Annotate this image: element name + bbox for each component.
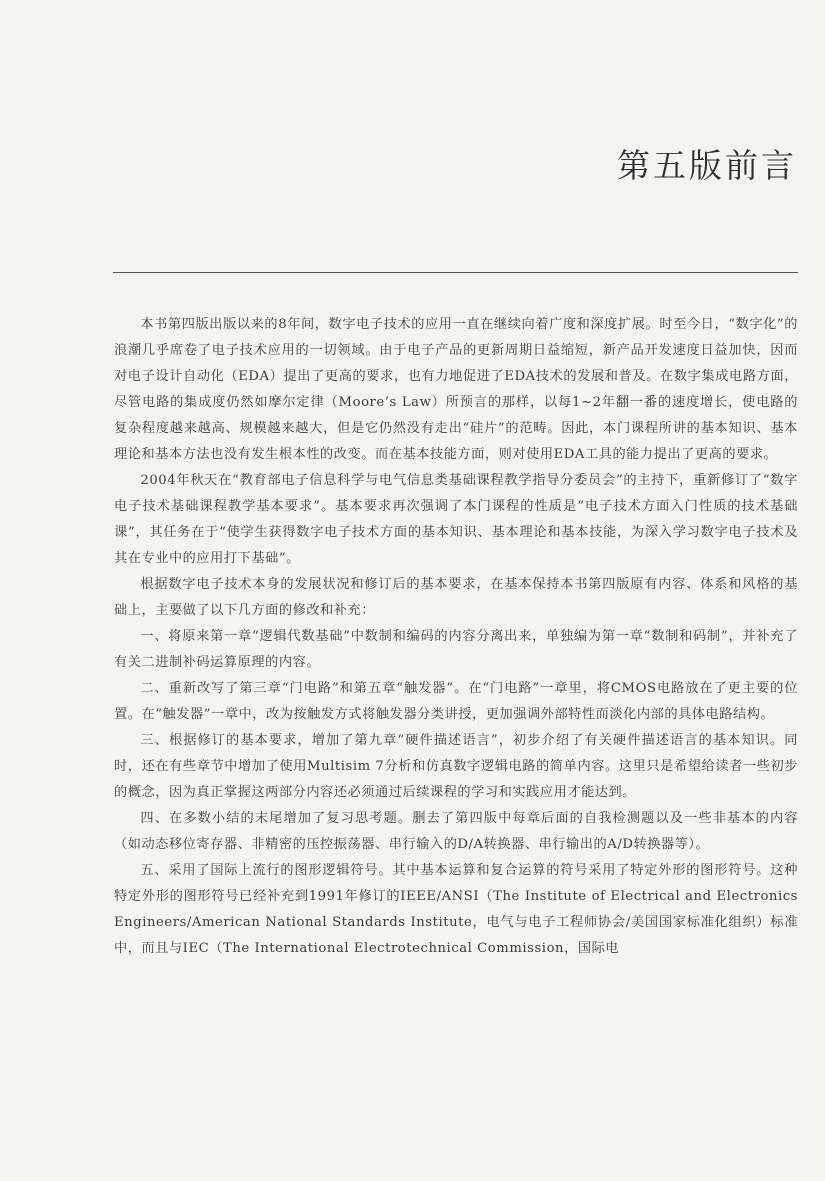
paragraph-4: 一、将原来第一章“逻辑代数基础”中数制和编码的内容分离出来，单独编为第一章“数制和码制”，并补充了有关二进制补码运算原理的内容。 xyxy=(114,629,798,670)
title-divider xyxy=(113,272,798,273)
page-title: 第五版前言 xyxy=(617,146,797,185)
paragraph-5: 二、重新改写了第三章“门电路”和第五章“触发器”。在“门电路”一章里，将CMOS电路放在了更主要的位置。在“触发器”一章中，改为按触发方式将触发器分类讲授，更加强调外部特性而淡化内部的具体电路结构。 xyxy=(114,681,798,722)
paragraph-2: 2004年秋天在“教育部电子信息科学与电气信息类基础课程教学指导分委员会”的主持下，重新修订了“数字电子技术基础课程教学基本要求”。基本要求再次强调了本门课程的性质是“电子技术方面入门性质的技术基础课”，其任务在于“使学生获得数字电子技术方面的基本知识、基本理论和基本技能，为深入学习数字电子技术及其在专业中的应用打下基础”。 xyxy=(114,473,798,566)
paragraph-3: 根据数字电子技术本身的发展状况和修订后的基本要求，在基本保持本书第四版原有内容、体系和风格的基础上，主要做了以下几方面的修改和补充： xyxy=(114,577,798,618)
paragraph-7: 四、在多数小结的末尾增加了复习思考题。删去了第四版中每章后面的自我检测题以及一些非基本的内容（如动态移位寄存器、非精密的压控振荡器、串行输入的D/A转换器、串行输出的A/D转换器等）。 xyxy=(114,811,798,852)
paragraph-6: 三、根据修订的基本要求，增加了第九章“硬件描述语言”，初步介绍了有关硬件描述语言的基本知识。同时，还在有些章节中增加了使用Multisim 7分析和仿真数字逻辑电路的简单内容。这里只是希望给读者一些初步的概念，因为真正掌握这两部分内容还必须通过后续课程的学习和实践应用才能达到。 xyxy=(114,733,798,800)
paragraph-1: 本书第四版出版以来的8年间，数字电子技术的应用一直在继续向着广度和深度扩展。时至今日，“数字化”的浪潮几乎席卷了电子技术应用的一切领域。由于电子产品的更新周期日益缩短，新产品开发速度日益加快，因而对电子设计自动化（EDA）提出了更高的要求，也有力地促进了EDA技术的发展和普及。在数字集成电路方面，尽管电路的集成度仍然如摩尔定律（Moore’s Law）所预言的那样，以每1~2年翻一番的速度增长，使电路的复杂程度越来越高、规模越来越大，但是它仍然没有走出“硅片”的范畴。因此，本门课程所讲的基本知识、基本理论和基本方法也没有发生根本性的改变。而在基本技能方面，则对使用EDA工具的能力提出了更高的要求。 xyxy=(114,317,798,462)
body-text xyxy=(114,312,798,962)
paragraph-8: 五、采用了国际上流行的图形逻辑符号。其中基本运算和复合运算的符号采用了特定外形的图形符号。这种特定外形的图形符号已经补充到1991年修订的IEEE/ANSI（The Institute of Electrical and Electronics Engineers/American National Standards Institute，电气与电子工程师协会/美国国家标准化组织）标准中，而且与IEC（The International Electrotechnical Commission，国际电 xyxy=(114,863,798,956)
